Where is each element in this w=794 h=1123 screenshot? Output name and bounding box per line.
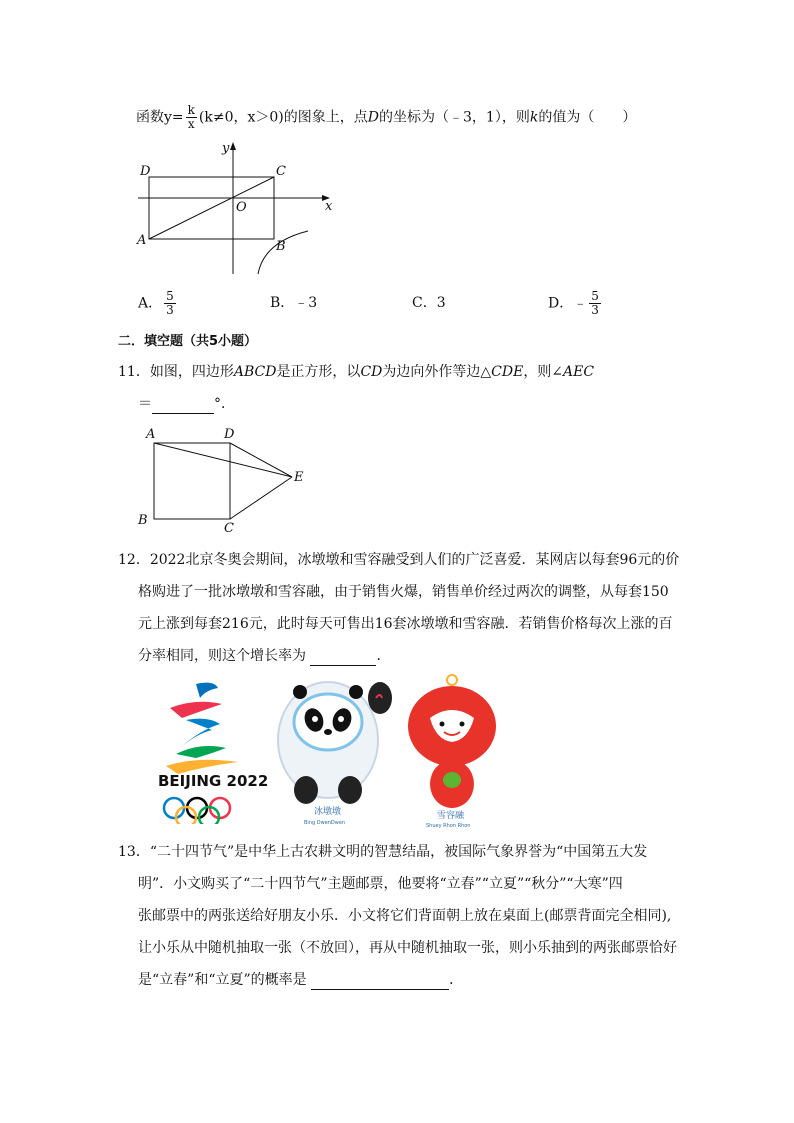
- option-d-fraction: [589, 290, 601, 317]
- q10-prefix: 函数: [136, 109, 164, 126]
- q12-line-3: 元上涨到每套216元，此时每天可售出16套冰墩墩和雪容融．若销售价格每次上涨的百: [138, 616, 673, 632]
- q10-diagonal-ac: [149, 177, 274, 239]
- section-title: 二．填空题（共5小题）: [118, 334, 258, 349]
- q11-label-c: C: [224, 521, 234, 536]
- q11-equals: ＝: [138, 396, 152, 412]
- mascot2-name: 雪容融: [437, 811, 465, 821]
- emblem-red-stroke: [170, 702, 222, 718]
- q10-var-k: k: [529, 109, 539, 126]
- mascot-left-eye: [312, 716, 318, 722]
- q12-last-prefix: 分率相同，则这个增长率为: [138, 648, 306, 664]
- q11-square: [154, 443, 230, 519]
- q11-stem: [118, 362, 594, 382]
- q13-line-2: 明”．小文购买了“二十四节气”主题邮票，他要将“立春”“立夏”“秋分”“大寒”四: [138, 876, 623, 892]
- q12-line-4: [138, 646, 390, 666]
- q11-text-1: 如图，四边形: [149, 364, 234, 380]
- mascot-right-leg: [338, 776, 362, 804]
- q13-line-1: 13．“二十四节气”是中华上古农耕文明的智慧结晶，被国际气象界誉为“中国第五大发: [118, 844, 648, 860]
- q11-answer-line: [138, 394, 235, 414]
- q11-cde: CDE: [491, 364, 524, 380]
- q13-last-prefix: 是“立春”和“立夏”的概率是: [138, 972, 307, 988]
- emblem-blue-stroke: [180, 719, 220, 748]
- q10-option-c[interactable]: [412, 293, 446, 313]
- q10-label-c: C: [276, 164, 286, 179]
- mascot-left-ear: [293, 685, 307, 699]
- q10-rest-1: 的图象上，点: [283, 109, 368, 126]
- emblem-top-stroke: [196, 683, 218, 698]
- q10-rest-3: 的值为（ ）: [538, 109, 637, 126]
- mascot-face-halo: [294, 694, 362, 750]
- q11-aec: AEC: [563, 364, 595, 380]
- q10-option-b[interactable]: [270, 293, 317, 313]
- q11-text-4: ，则∠: [523, 364, 564, 380]
- mascot2-pinyin: Shuey Rhon Rhon: [426, 823, 471, 828]
- q10-label-y: y: [222, 141, 230, 156]
- q10-func-den: x: [187, 117, 195, 131]
- mascot2-left-eye: [440, 722, 445, 727]
- bing-dwen-dwen-mascot: [268, 668, 402, 828]
- option-a-den: 3: [166, 303, 174, 317]
- q11-degree: °．: [214, 396, 235, 412]
- shuey-rhon-rhon-mascot: [402, 672, 506, 828]
- q13-line-4: 让小乐从中随机抽取一张（不放回），再从中随机抽取一张，则小乐抽到的两张邮票恰好: [138, 940, 677, 956]
- q11-text-3: 为边向外作等边△: [382, 364, 492, 380]
- option-a-label: A．: [138, 295, 163, 312]
- q11-label-a: A: [146, 427, 156, 442]
- mascot1-name: 冰墩墩: [314, 807, 342, 817]
- q10-label-d: D: [140, 164, 151, 179]
- beijing-2022-emblem: [156, 674, 268, 824]
- q10-stem: [136, 104, 636, 131]
- option-d-num: 5: [591, 289, 599, 303]
- q11-cd: CD: [360, 364, 383, 380]
- option-b-label: B．﹣3: [270, 295, 318, 311]
- option-a-fraction: [164, 290, 176, 317]
- q13-last-suffix: ．: [449, 972, 464, 988]
- q11-label-b: B: [138, 513, 148, 528]
- option-a-num: 5: [166, 289, 174, 303]
- q12-line-2: 格购进了一批冰墩墩和雪容融，由于销售火爆，销售单价经过两次的调整，从每套150: [138, 584, 669, 600]
- q12-last-suffix: ．: [376, 648, 391, 664]
- q12-line-1: 12．2022北京冬奥会期间，冰墩墩和雪容融受到人们的广泛喜爱．某网店以每套96元的价: [118, 552, 680, 568]
- mascot-raised-paw: [368, 682, 392, 714]
- mascot2-badge: [443, 772, 461, 788]
- q11-text-2: 是正方形，以: [276, 364, 361, 380]
- option-c-label: C．3: [412, 295, 446, 311]
- mascot1-pinyin: Bing DwenDwen: [304, 820, 346, 826]
- emblem-green-stroke: [176, 746, 226, 758]
- q11-segment-ae: [154, 443, 292, 477]
- mascot-nose: [324, 729, 332, 735]
- mascot-right-ear: [349, 685, 363, 699]
- q10-figure: [130, 138, 350, 278]
- q10-y-arrow: [230, 142, 236, 150]
- q11-label-d: D: [224, 427, 235, 442]
- q10-func-fraction: [186, 104, 197, 131]
- option-d-label: D．﹣: [548, 295, 588, 312]
- option-d-den: 3: [591, 303, 599, 317]
- q10-label-b: B: [276, 239, 286, 254]
- q11-answer-blank[interactable]: [152, 397, 214, 414]
- q10-label-x: x: [325, 199, 333, 214]
- q11-segment-de: [230, 443, 292, 477]
- q13-line-3: 张邮票中的两张送给好朋友小乐．小文将它们背面朝上放在桌面上(邮票背面完全相同),: [138, 908, 672, 924]
- q10-label-o: O: [236, 200, 247, 215]
- q10-option-d[interactable]: [548, 290, 603, 317]
- q10-func-y: y=: [164, 109, 184, 126]
- lantern-top-ring: [447, 675, 457, 685]
- q10-func-cond: (k≠0，x＞0): [198, 109, 284, 126]
- q11-number: 11．: [118, 364, 150, 380]
- q12-olympic-image: [156, 668, 506, 828]
- q11-abcd: ABCD: [233, 364, 277, 380]
- q13-answer-blank[interactable]: [311, 973, 449, 990]
- q11-segment-ce: [230, 477, 292, 519]
- q11-figure: [132, 424, 312, 536]
- q10-point-d: D: [367, 109, 380, 126]
- mascot-left-leg: [294, 776, 318, 804]
- beijing-2022-text: BEIJING 2022: [158, 772, 268, 790]
- q10-option-a[interactable]: [138, 290, 178, 317]
- q10-func-num: k: [187, 103, 195, 117]
- q11-label-e: E: [294, 470, 304, 485]
- q13-line-5: [138, 970, 463, 990]
- q10-rest-2: 的坐标为（﹣3，1），则: [379, 109, 530, 126]
- q12-answer-blank[interactable]: [310, 649, 376, 666]
- mascot2-right-eye: [460, 722, 465, 727]
- mascot-right-eye: [338, 716, 344, 722]
- q10-label-a: A: [137, 233, 147, 248]
